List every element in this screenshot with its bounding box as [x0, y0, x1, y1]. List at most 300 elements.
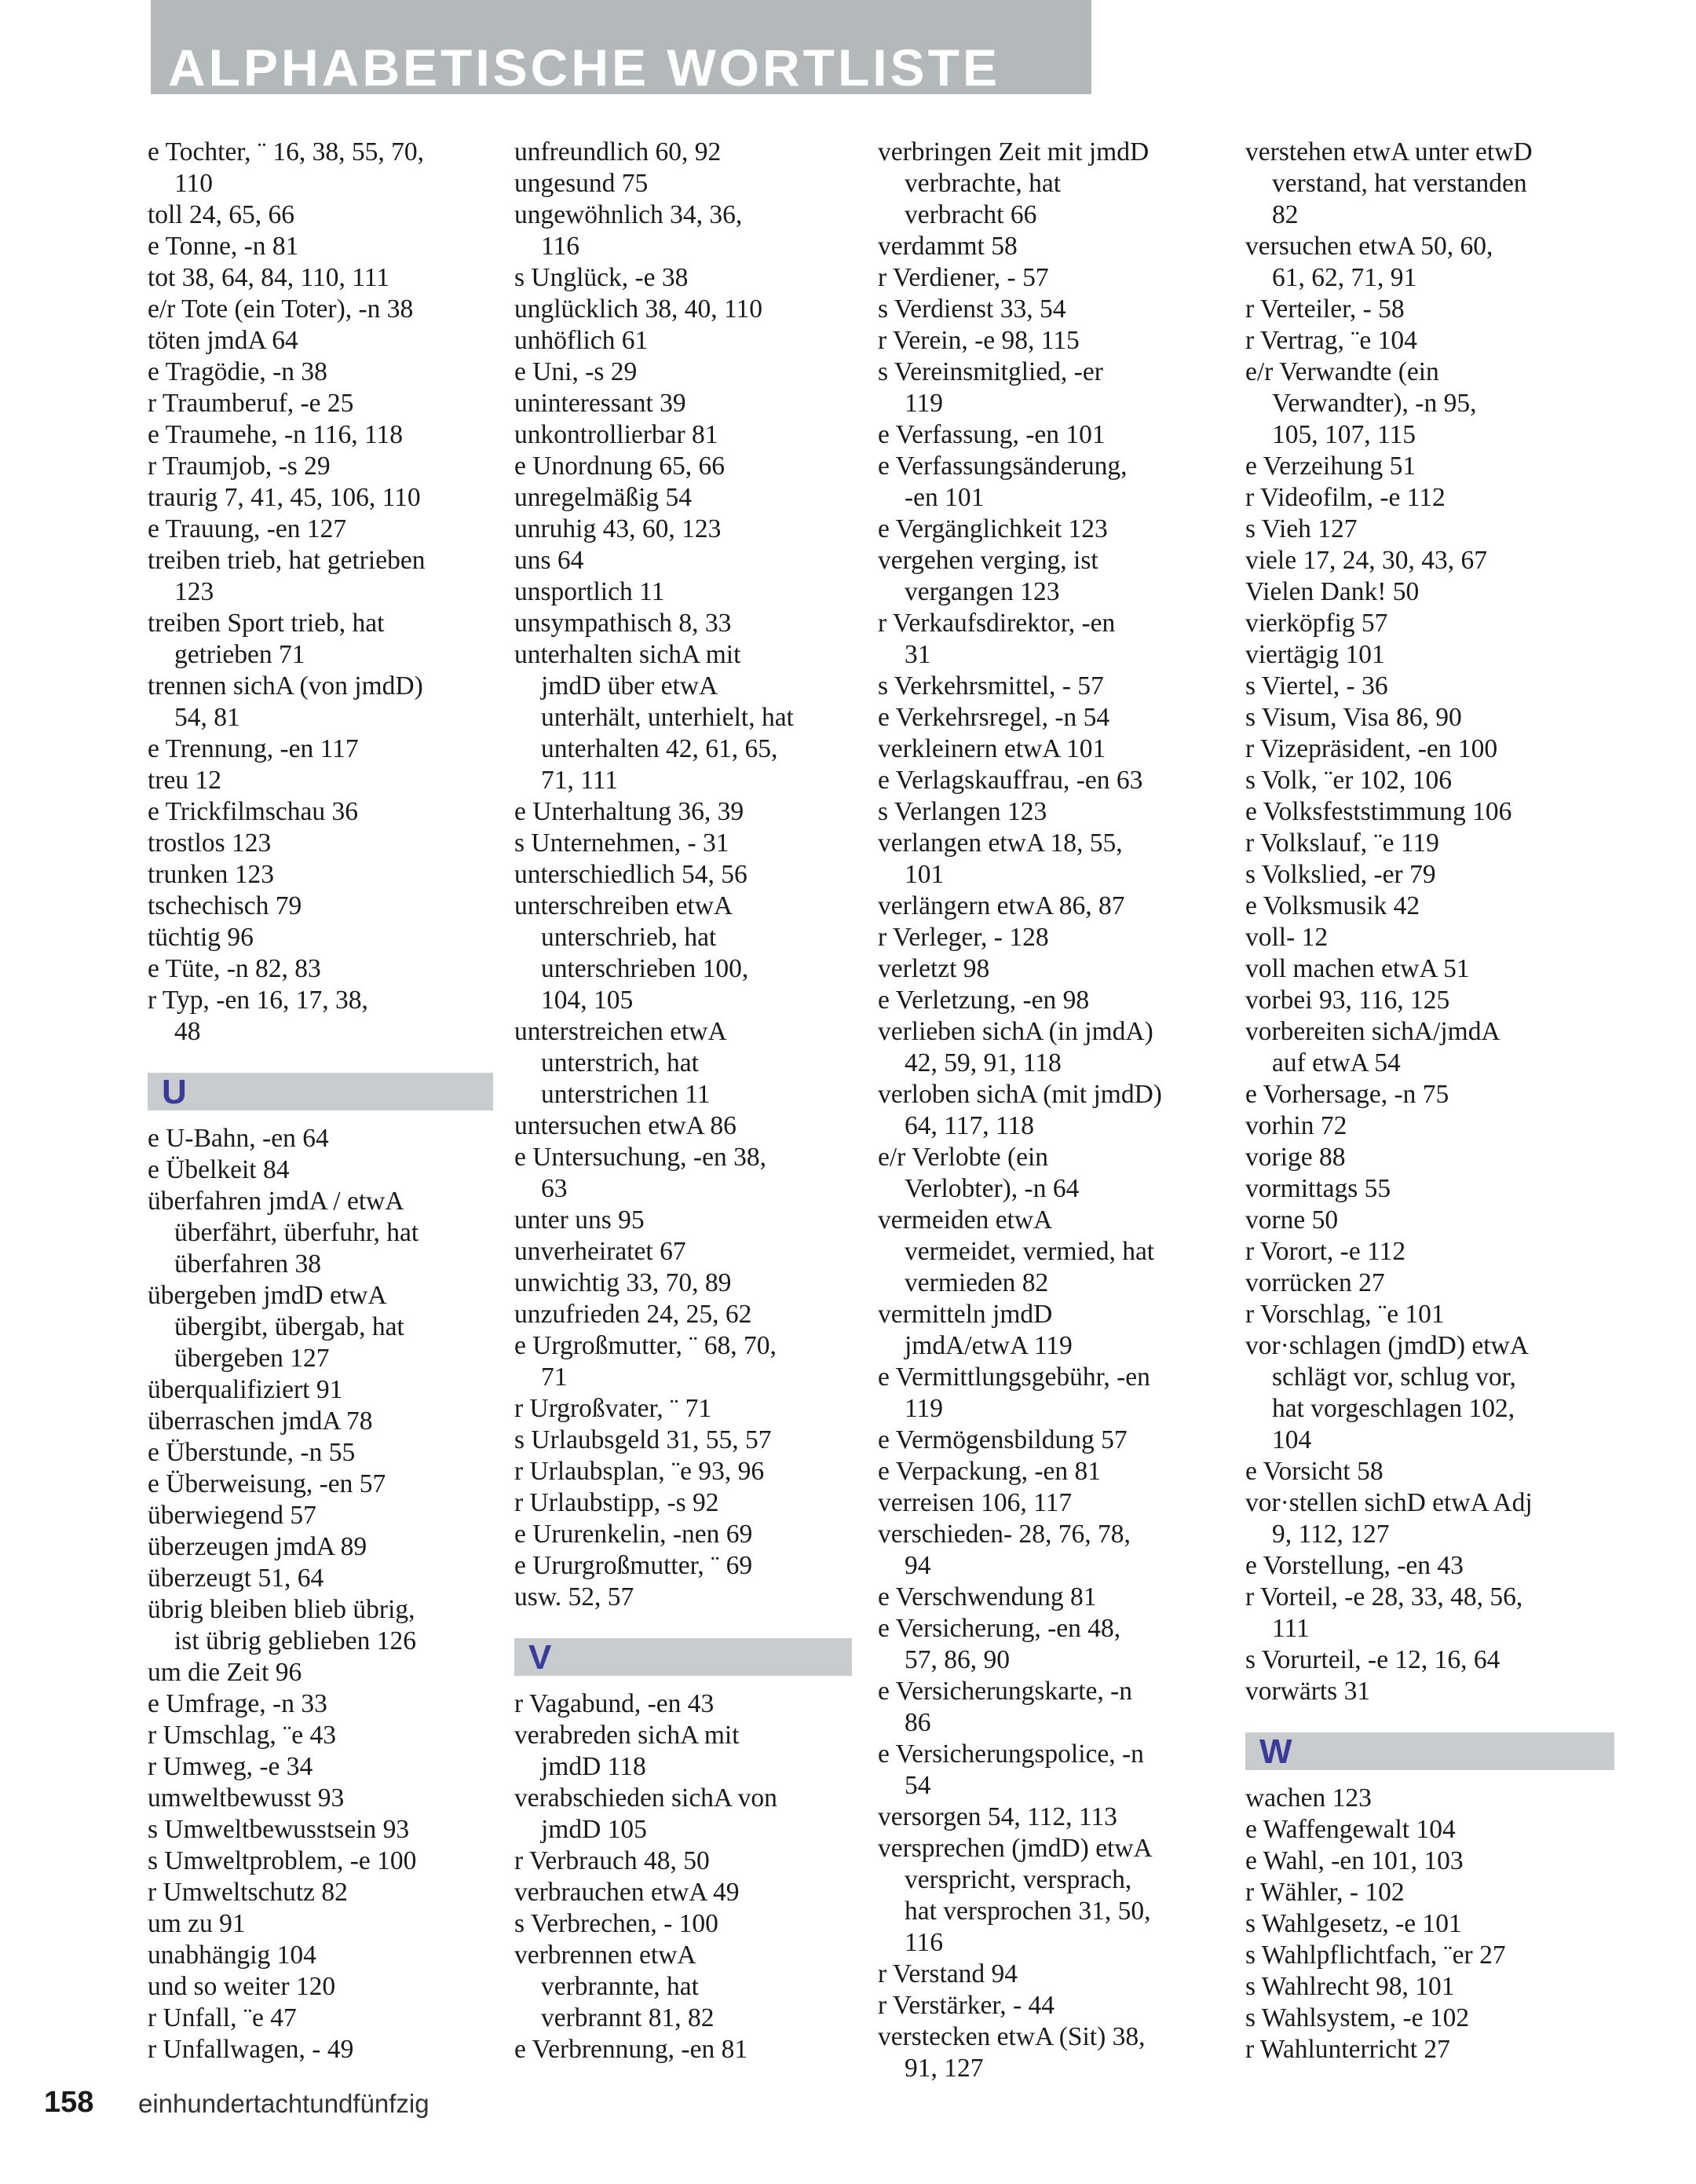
entry-headword-line: verlangen etwA 18, 55,: [878, 829, 1123, 858]
entry-headword-line: unglücklich 38, 40, 110: [514, 294, 763, 324]
entry-continuation-line: vermeidet, vermied, hat: [905, 1237, 1155, 1266]
entry-headword-line: überzeugt 51, 64: [148, 1564, 324, 1593]
entry-headword-line: r Verein, -e 98, 115: [878, 326, 1080, 355]
entry-continuation-line: verbrannte, hat: [541, 1972, 699, 2001]
entry-headword-line: übergeben jmdD etwA: [148, 1281, 387, 1310]
word-entry: [148, 419, 493, 451]
entry-continuation-line: jmdD 118: [541, 1752, 646, 1781]
entry-headword-line: e Trennung, -en 117: [148, 734, 359, 763]
entry-headword-line: s Umweltproblem, -e 100: [148, 1846, 417, 1875]
word-entry: [878, 1833, 1223, 1959]
word-entry: [878, 891, 1223, 922]
entry-headword-line: verstecken etwA (Sit) 38,: [878, 2022, 1146, 2051]
entry-headword-line: r Volkslauf, ¨e 119: [1245, 829, 1439, 858]
entry-headword-line: unsympathisch 8, 33: [514, 609, 732, 638]
entry-continuation-line: 119: [905, 389, 944, 418]
entry-headword-line: verlängern etwA 86, 87: [878, 891, 1125, 920]
entry-headword-line: verbrauchen etwA 49: [514, 1878, 740, 1907]
entry-headword-line: r Urlaubsplan, ¨e 93, 96: [514, 1457, 765, 1486]
word-entry: [1245, 545, 1614, 576]
word-entry: [1245, 451, 1614, 482]
word-entry: [514, 451, 852, 482]
word-entry: [514, 1688, 852, 1720]
word-entry: [878, 1456, 1223, 1487]
word-entry: [514, 859, 852, 891]
word-entry: [1245, 796, 1614, 828]
page-number: 158: [44, 2086, 94, 2119]
entry-headword-line: e Vorhersage, -n 75: [1245, 1080, 1449, 1109]
entry-continuation-line: 54: [905, 1771, 931, 1800]
word-entry: [148, 199, 493, 231]
entry-headword-line: viertägig 101: [1245, 640, 1385, 669]
entry-headword-line: verdammt 58: [878, 232, 1018, 261]
entry-headword-line: vorhin 72: [1245, 1111, 1347, 1140]
entry-headword-line: vergehen verging, ist: [878, 546, 1098, 575]
word-entry: [148, 2003, 493, 2034]
entry-headword-line: r Umweltschutz 82: [148, 1878, 348, 1907]
word-entry: [514, 514, 852, 545]
entry-continuation-line: 63: [541, 1174, 568, 1203]
entry-headword-line: s Verbrechen, - 100: [514, 1909, 718, 1938]
entry-continuation-line: unterhält, unterhielt, hat: [541, 703, 794, 732]
word-entry: [1245, 1908, 1614, 1940]
entry-continuation-line: 71: [541, 1363, 568, 1392]
word-entry: [148, 1437, 493, 1469]
page-title: ALPHABETISCHE WORTLISTE: [168, 38, 1000, 97]
word-entry: [878, 357, 1223, 419]
entry-headword-line: vorbei 93, 116, 125: [1245, 986, 1450, 1015]
entry-headword-line: untersuchen etwA 86: [514, 1111, 737, 1140]
entry-continuation-line: 42, 59, 91, 118: [905, 1048, 1062, 1077]
entry-headword-line: trennen sichA (von jmdD): [148, 671, 423, 701]
entry-continuation-line: 86: [905, 1708, 931, 1737]
word-entry: [1245, 1814, 1614, 1846]
word-entry: [514, 199, 852, 262]
entry-continuation-line: 61, 62, 71, 91: [1272, 263, 1417, 292]
word-entry: [1245, 1487, 1614, 1550]
entry-headword-line: voll machen etwA 51: [1245, 954, 1470, 983]
word-entry: [148, 514, 493, 545]
word-entry: [878, 1613, 1223, 1676]
word-entry: [514, 1016, 852, 1110]
entry-headword-line: r Unfall, ¨e 47: [148, 2003, 297, 2032]
word-entry: [514, 168, 852, 199]
word-entry: [1245, 1582, 1614, 1644]
entry-continuation-line: übergeben 127: [174, 1344, 330, 1373]
word-entry: [148, 1280, 493, 1374]
section-letter-header: [1245, 1732, 1614, 1770]
entry-continuation-line: 57, 86, 90: [905, 1645, 1010, 1674]
entry-headword-line: vermeiden etwA: [878, 1205, 1053, 1235]
entry-headword-line: überraschen jmdA 78: [148, 1407, 373, 1436]
entry-headword-line: r Unfallwagen, - 49: [148, 2035, 354, 2064]
word-entry: [1245, 482, 1614, 514]
word-entry: [514, 1940, 852, 2034]
word-entry: [1245, 357, 1614, 451]
entry-headword-line: traurig 7, 41, 45, 106, 110: [148, 483, 421, 512]
word-entry: [878, 608, 1223, 671]
entry-continuation-line: übergibt, übergab, hat: [174, 1312, 404, 1341]
entry-headword-line: r Verdiener, - 57: [878, 263, 1049, 292]
entry-headword-line: treiben Sport trieb, hat: [148, 609, 385, 638]
entry-continuation-line: 94: [905, 1551, 931, 1580]
word-entry: [878, 1205, 1223, 1299]
entry-headword-line: vorrücken 27: [1245, 1268, 1385, 1297]
entry-headword-line: tot 38, 64, 84, 110, 111: [148, 263, 390, 292]
entry-headword-line: e Umfrage, -n 33: [148, 1689, 327, 1718]
entry-headword-line: s Umweltbewusstsein 93: [148, 1815, 410, 1844]
entry-headword-line: r Videofilm, -e 112: [1245, 483, 1446, 512]
entry-headword-line: e Versicherung, -en 48,: [878, 1614, 1121, 1643]
word-entry: [1245, 137, 1614, 231]
word-entry: [1245, 1016, 1614, 1079]
entry-headword-line: r Vagabund, -en 43: [514, 1689, 715, 1718]
word-entry: [514, 1456, 852, 1487]
word-entry: [148, 1374, 493, 1406]
word-entry: [1245, 639, 1614, 671]
entry-continuation-line: 82: [1272, 200, 1299, 229]
entry-headword-line: unterschreiben etwA: [514, 891, 733, 920]
word-entry: [1245, 891, 1614, 922]
word-entry: [148, 922, 493, 953]
word-entry: [878, 1425, 1223, 1456]
word-entry: [148, 2034, 493, 2065]
entry-headword-line: s Wahlsystem, -e 102: [1245, 2003, 1470, 2032]
word-entry: [148, 985, 493, 1048]
word-entry: [1245, 1268, 1614, 1299]
entry-headword-line: vierköpfig 57: [1245, 609, 1388, 638]
entry-headword-line: tschechisch 79: [148, 891, 302, 920]
word-entry: [514, 2034, 852, 2065]
entry-headword-line: e Uni, -s 29: [514, 357, 638, 386]
entry-headword-line: wachen 123: [1245, 1783, 1372, 1813]
entry-headword-line: unregelmäßig 54: [514, 483, 693, 512]
word-entry: [148, 608, 493, 671]
entry-headword-line: s Vereinsmitglied, -er: [878, 357, 1103, 386]
entry-headword-line: e Vorstellung, -en 43: [1245, 1551, 1464, 1580]
entry-continuation-line: ist übrig geblieben 126: [174, 1626, 416, 1655]
entry-headword-line: vormittags 55: [1245, 1174, 1391, 1203]
entry-headword-line: vor·schlagen (jmdD) etwA: [1245, 1331, 1529, 1360]
entry-headword-line: s Vieh 127: [1245, 514, 1358, 543]
entry-continuation-line: überfahren 38: [174, 1249, 321, 1279]
entry-headword-line: r Urgroßvater, ¨ 71: [514, 1394, 712, 1423]
entry-headword-line: tüchtig 96: [148, 923, 254, 952]
entry-headword-line: versprechen (jmdD) etwA: [878, 1834, 1153, 1863]
word-entry: [1245, 1299, 1614, 1330]
word-entry: [878, 1299, 1223, 1362]
word-entry: [514, 1783, 852, 1846]
entry-headword-line: r Vertrag, ¨e 104: [1245, 326, 1417, 355]
entry-headword-line: e Verpackung, -en 81: [878, 1457, 1102, 1486]
entry-headword-line: unter uns 95: [514, 1205, 645, 1235]
entry-headword-line: e Tochter, ¨ 16, 38, 55, 70,: [148, 137, 425, 166]
word-entry: [1245, 671, 1614, 702]
word-entry: [1245, 1550, 1614, 1582]
entry-headword-line: e Ururgroßmutter, ¨ 69: [514, 1551, 753, 1580]
word-entry: [514, 545, 852, 576]
entry-headword-line: verabschieden sichA von: [514, 1783, 777, 1813]
word-entry: [148, 1186, 493, 1280]
entry-continuation-line: 101: [905, 860, 945, 889]
word-entry: [878, 1959, 1223, 1990]
word-entry: [514, 1908, 852, 1940]
entry-headword-line: e U-Bahn, -en 64: [148, 1124, 329, 1153]
entry-headword-line: r Vizepräsident, -en 100: [1245, 734, 1498, 763]
word-entry: [514, 1487, 852, 1519]
entry-continuation-line: 123: [174, 577, 214, 606]
word-entry: [148, 1783, 493, 1814]
word-entry: [878, 1079, 1223, 1142]
word-entry: [878, 1487, 1223, 1519]
word-entry: [878, 325, 1223, 357]
word-entry: [514, 1236, 852, 1268]
word-entry: [514, 262, 852, 294]
entry-headword-line: e Trickfilmschau 36: [148, 797, 358, 826]
entry-headword-line: r Wähler, - 102: [1245, 1878, 1405, 1907]
entry-headword-line: e Ururenkelin, -nen 69: [514, 1520, 753, 1549]
word-entry: [878, 1739, 1223, 1802]
word-entry: [148, 1720, 493, 1751]
entry-headword-line: r Verleger, - 128: [878, 923, 1049, 952]
entry-headword-line: versorgen 54, 112, 113: [878, 1802, 1117, 1831]
entry-headword-line: überqualifiziert 91: [148, 1375, 343, 1404]
word-entry: [514, 1268, 852, 1299]
entry-headword-line: s Urlaubsgeld 31, 55, 57: [514, 1425, 772, 1454]
word-entry: [148, 1406, 493, 1437]
word-entry: [148, 545, 493, 608]
word-entry: [1245, 765, 1614, 796]
entry-headword-line: unkontrollierbar 81: [514, 420, 718, 449]
entry-continuation-line: 104, 105: [541, 986, 634, 1015]
word-entry: [148, 451, 493, 482]
word-entry: [514, 1519, 852, 1550]
entry-continuation-line: 48: [174, 1017, 201, 1046]
entry-headword-line: r Verkaufsdirektor, -en: [878, 609, 1116, 638]
entry-continuation-line: verstand, hat verstanden: [1272, 169, 1527, 198]
word-entry: [514, 891, 852, 1016]
word-entry: [1245, 1079, 1614, 1110]
entry-headword-line: unsportlich 11: [514, 577, 665, 606]
entry-headword-line: e Traumehe, -n 116, 118: [148, 420, 404, 449]
word-entry: [1245, 1330, 1614, 1456]
word-entry: [148, 1877, 493, 1908]
entry-headword-line: e Übelkeit 84: [148, 1155, 290, 1184]
word-entry: [878, 1990, 1223, 2021]
entry-headword-line: verschieden- 28, 76, 78,: [878, 1520, 1131, 1549]
word-entry: [1245, 294, 1614, 325]
word-entry: [878, 733, 1223, 765]
word-entry: [1245, 2034, 1614, 2065]
entry-headword-line: e Tonne, -n 81: [148, 232, 299, 261]
entry-headword-line: r Vorschlag, ¨e 101: [1245, 1300, 1445, 1329]
entry-headword-line: e Vergänglichkeit 123: [878, 514, 1108, 543]
entry-continuation-line: überfährt, überfuhr, hat: [174, 1218, 419, 1247]
word-entry: [878, 922, 1223, 953]
word-entry: [1245, 985, 1614, 1016]
section-letter-header: [148, 1073, 493, 1110]
entry-headword-line: s Verlangen 123: [878, 797, 1047, 826]
word-entry: [1245, 828, 1614, 859]
entry-headword-line: verloben sichA (mit jmdD): [878, 1080, 1162, 1109]
entry-headword-line: s Verdienst 33, 54: [878, 294, 1066, 324]
entry-headword-line: um zu 91: [148, 1909, 246, 1938]
word-entry: [514, 325, 852, 357]
word-entry: [148, 1469, 493, 1500]
entry-headword-line: e/r Tote (ein Toter), -n 38: [148, 294, 414, 324]
entry-headword-line: e Waffengewalt 104: [1245, 1815, 1456, 1844]
entry-headword-line: und so weiter 120: [148, 1972, 336, 2001]
entry-headword-line: r Verbrauch 48, 50: [514, 1846, 710, 1875]
word-entry: [514, 1299, 852, 1330]
entry-headword-line: e Tragödie, -n 38: [148, 357, 327, 386]
word-entry: [514, 576, 852, 608]
entry-headword-line: verletzt 98: [878, 954, 990, 983]
word-entry: [514, 1110, 852, 1142]
entry-headword-line: vor·stellen sichD etwA Adj: [1245, 1488, 1533, 1517]
word-entry: [148, 1657, 493, 1688]
word-entry: [514, 482, 852, 514]
word-entry: [1245, 1971, 1614, 2003]
entry-continuation-line: 9, 112, 127: [1272, 1520, 1390, 1549]
word-entry: [148, 891, 493, 922]
word-entry: [1245, 1456, 1614, 1487]
entry-headword-line: e Verkehrsregel, -n 54: [878, 703, 1110, 732]
word-entry: [878, 953, 1223, 985]
entry-headword-line: r Verstärker, - 44: [878, 1991, 1055, 2020]
word-entry: [1245, 1110, 1614, 1142]
entry-headword-line: usw. 52, 57: [514, 1582, 634, 1611]
entry-headword-line: e/r Verlobte (ein: [878, 1143, 1049, 1172]
word-entry: [878, 294, 1223, 325]
entry-headword-line: e Unterhaltung 36, 39: [514, 797, 744, 826]
entry-continuation-line: jmdA/etwA 119: [905, 1331, 1073, 1360]
entry-headword-line: s Viertel, - 36: [1245, 671, 1388, 701]
word-entry: [1245, 231, 1614, 294]
entry-headword-line: e Verlagskauffrau, -en 63: [878, 766, 1143, 795]
entry-headword-line: s Volkslied, -er 79: [1245, 860, 1436, 889]
page-number-word: einhundertachtundfünfzig: [138, 2089, 429, 2118]
entry-headword-line: r Traumberuf, -e 25: [148, 389, 354, 418]
entry-headword-line: s Unternehmen, - 31: [514, 829, 729, 858]
word-entry: [514, 357, 852, 388]
word-entry: [878, 545, 1223, 608]
entry-headword-line: e Verzeihung 51: [1245, 452, 1416, 481]
entry-continuation-line: 111: [1272, 1614, 1310, 1643]
entry-headword-line: e Verfassung, -en 101: [878, 420, 1106, 449]
word-entry: [1245, 514, 1614, 545]
entry-continuation-line: hat versprochen 31, 50,: [905, 1897, 1151, 1926]
word-entry: [148, 859, 493, 891]
entry-headword-line: s Wahlrecht 98, 101: [1245, 1972, 1455, 2001]
entry-headword-line: e Urgroßmutter, ¨ 68, 70,: [514, 1331, 777, 1360]
entry-headword-line: e Versicherungspolice, -n: [878, 1740, 1144, 1769]
entry-headword-line: r Vorteil, -e 28, 33, 48, 56,: [1245, 1582, 1523, 1611]
word-entry: [1245, 953, 1614, 985]
word-entry: [514, 1142, 852, 1205]
word-entry: [148, 137, 493, 199]
entry-continuation-line: 71, 111: [541, 766, 619, 795]
word-entry: [878, 765, 1223, 796]
entry-headword-line: r Wahlunterricht 27: [1245, 2035, 1450, 2064]
entry-headword-line: vorwärts 31: [1245, 1677, 1371, 1706]
entry-continuation-line: unterstrichen 11: [541, 1080, 711, 1109]
entry-headword-line: s Volk, ¨er 102, 106: [1245, 766, 1453, 795]
word-entry: [1245, 576, 1614, 608]
word-entry: [148, 1751, 493, 1783]
entry-headword-line: vorbereiten sichA/jmdA: [1245, 1017, 1500, 1046]
entry-headword-line: töten jmdA 64: [148, 326, 298, 355]
entry-headword-line: e Überstunde, -n 55: [148, 1438, 356, 1467]
column-1: [148, 137, 493, 2065]
word-entry: [878, 451, 1223, 514]
entry-continuation-line: jmdD über etwA: [541, 671, 718, 701]
entry-headword-line: s Unglück, -e 38: [514, 263, 689, 292]
entry-continuation-line: verbracht 66: [905, 200, 1037, 229]
word-entry: [1245, 1236, 1614, 1268]
entry-continuation-line: verbrannt 81, 82: [541, 2003, 715, 2032]
entry-headword-line: trunken 123: [148, 860, 274, 889]
entry-headword-line: r Verstand 94: [878, 1959, 1018, 1988]
entry-headword-line: verabreden sichA mit: [514, 1721, 740, 1750]
word-entry: [1245, 859, 1614, 891]
entry-headword-line: überfahren jmdA / etwA: [148, 1187, 404, 1216]
entry-headword-line: voll- 12: [1245, 923, 1329, 952]
entry-continuation-line: 91, 127: [905, 2054, 984, 2083]
word-entry: [1245, 1783, 1614, 1814]
word-entry: [1245, 1173, 1614, 1205]
word-entry: [878, 1016, 1223, 1079]
entry-headword-line: e Volksfeststimmung 106: [1245, 797, 1512, 826]
entry-headword-line: verbringen Zeit mit jmdD: [878, 137, 1150, 166]
word-entry: [878, 137, 1223, 231]
entry-headword-line: e/r Verwandte (ein: [1245, 357, 1439, 386]
entry-headword-line: überwiegend 57: [148, 1501, 316, 1530]
word-entry: [878, 828, 1223, 891]
entry-headword-line: ungewöhnlich 34, 36,: [514, 200, 743, 229]
word-entry: [1245, 2003, 1614, 2034]
word-entry: [514, 1846, 852, 1877]
word-entry: [1245, 922, 1614, 953]
entry-headword-line: toll 24, 65, 66: [148, 200, 295, 229]
word-entry: [878, 1802, 1223, 1833]
entry-headword-line: e Wahl, -en 101, 103: [1245, 1846, 1464, 1875]
section-letter: U: [162, 1073, 187, 1111]
entry-continuation-line: jmdD 105: [541, 1815, 647, 1844]
word-entry: [1245, 1940, 1614, 1971]
word-entry: [1245, 1644, 1614, 1676]
entry-continuation-line: unterhalten 42, 61, 65,: [541, 734, 778, 763]
word-entry: [878, 1582, 1223, 1613]
word-entry: [1245, 1846, 1614, 1877]
entry-headword-line: viele 17, 24, 30, 43, 67: [1245, 546, 1487, 575]
entry-headword-line: verstehen etwA unter etwD: [1245, 137, 1533, 166]
word-entry: [148, 388, 493, 419]
word-entry: [878, 985, 1223, 1016]
entry-headword-line: ungesund 75: [514, 169, 649, 198]
entry-continuation-line: hat vorgeschlagen 102,: [1272, 1394, 1515, 1423]
entry-headword-line: r Umweg, -e 34: [148, 1752, 313, 1781]
entry-continuation-line: verspricht, versprach,: [905, 1865, 1132, 1894]
word-entry: [148, 828, 493, 859]
word-entry: [148, 1971, 493, 2003]
entry-headword-line: treu 12: [148, 766, 221, 795]
entry-headword-line: übrig bleiben blieb übrig,: [148, 1595, 415, 1624]
word-entry: [148, 765, 493, 796]
word-entry: [878, 2021, 1223, 2084]
section-letter: W: [1259, 1732, 1292, 1771]
entry-headword-line: e Verfassungsänderung,: [878, 452, 1128, 481]
